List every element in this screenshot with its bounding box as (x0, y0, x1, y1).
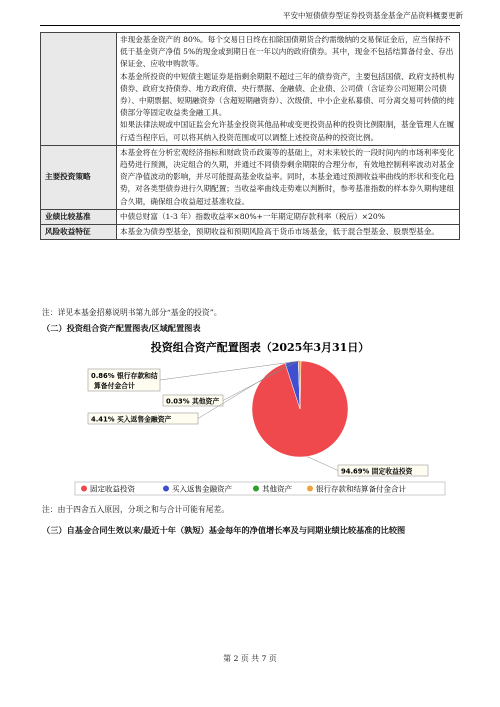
strategy-text: 本基金将在分析宏观经济指标和财政货币政策等的基础上，对未来较长的一段时间内的市场利率变化趋势进行预测，决定组合的久期，并通过不同债券剩余期限的合理分布，有效地控制利率波动对基金资产净值波动的影响，并尽可能提高基金收益率。同时，本基金通过预测收益率曲线的形状和变化趋势，对各类型债券进行久期配置；当收益率曲线走势难以判断时，参考基准指数的样本券久期构建组合久期，确保组合收益超过基准收益。 (117, 145, 460, 209)
benchmark-text: 中债总财富（1-3 年）指数收益率×80%+一年期定期存款利率（税后）×20% (117, 209, 460, 224)
chart-title: 投资组合资产配置图表（2025年3月31日） (150, 341, 370, 354)
chart-legend (75, 482, 445, 495)
callout-label-1: 4.41% 买入返售金融资产 (91, 415, 172, 424)
callout-label-2: 0.03% 其他资产 (166, 397, 220, 406)
pie-chart-svg (55, 337, 465, 497)
investment-note: 注：详见本基金招募说明书第九部分“基金的投资”。 (42, 308, 222, 317)
risk-text: 本基金为债券型基金，预期收益和预期风险高于货币市场基金，低于混合型基金、股票型基金。 (117, 225, 460, 240)
callout-label-3: 0.86% 银行存款和结 (91, 372, 158, 380)
callout-label-0: 94.69% 固定收益投资 (341, 467, 413, 476)
callout-leader-0 (307, 456, 338, 470)
legend-label-2: 其他资产 (262, 484, 292, 494)
legend-swatch-3 (307, 486, 313, 492)
section2-title: （二）投资组合资产配置图表/区域配置图表 (42, 323, 201, 333)
legend-swatch-0 (81, 486, 87, 492)
scope-paragraph-1: 非现金基金资产的 80%。每个交易日日终在扣除国债期货合约需缴纳的交易保证金后，应当保持不低于基金资产净值 5%的现金或到期日在一年以内的政府债券。其中，现金不包括结算备付金、存出保证金、应收申购款等。 (120, 35, 454, 69)
asset-allocation-chart (55, 337, 465, 497)
scope-paragraph-3: 如果法律法规或中国证监会允许基金投资其他品种或变更投资品种的投资比例限制，基金管理人在履行适当程序后，可以将其纳入投资范围或可以调整上述投资品种的投资比例。 (120, 120, 455, 142)
table-row (41, 209, 460, 224)
pie-slices (252, 361, 348, 457)
rounding-note: 注：由于四舍五入原因，分项之和与合计可能有尾差。 (42, 505, 230, 514)
legend-label-1: 买入返售金融资产 (172, 484, 232, 494)
page-footer: 第 2 页 共 7 页 (223, 654, 277, 663)
legend-label-3: 银行存款和结算备付金合计 (316, 484, 406, 494)
callout-label-3-cont: 算备付金合计 (94, 382, 135, 390)
risk-label: 风险收益特征 (41, 225, 117, 240)
investment-scope-cell (117, 33, 460, 146)
table-row (41, 145, 460, 209)
legend-swatch-2 (253, 486, 259, 492)
strategy-label: 主要投资策略 (41, 145, 117, 209)
scope-paragraph-2: 本基金所投资的中短债主题证券是指剩余期限不超过三年的债券资产，主要包括国债、政府支持机构债券、政府支持债券、地方政府债、央行票据、金融债、企业债、公司债（含证券公司短期公司债券）、中期票据、短期融资券（含超短期融资券）、次级债、中小企业私募债、可分离交易可转债的纯债部分等固定收益类金融工具。 (120, 71, 455, 118)
fund-info-table (40, 32, 460, 240)
header-divider (40, 25, 460, 26)
table-row (41, 225, 460, 240)
page-header: 平安中短债债券型证券投资基金基金产品资料概要更新 (283, 11, 463, 20)
legend-swatch-1 (163, 486, 169, 492)
section3-title: （三）自基金合同生效以来/最近十年（孰短）基金每年的净值增长率及与同期业绩比较基准的比较图 (42, 525, 406, 535)
benchmark-label: 业绩比较基准 (41, 209, 117, 224)
row-label-empty (41, 33, 117, 146)
legend-label-0: 固定收益投资 (90, 484, 135, 494)
table-row (41, 33, 460, 146)
